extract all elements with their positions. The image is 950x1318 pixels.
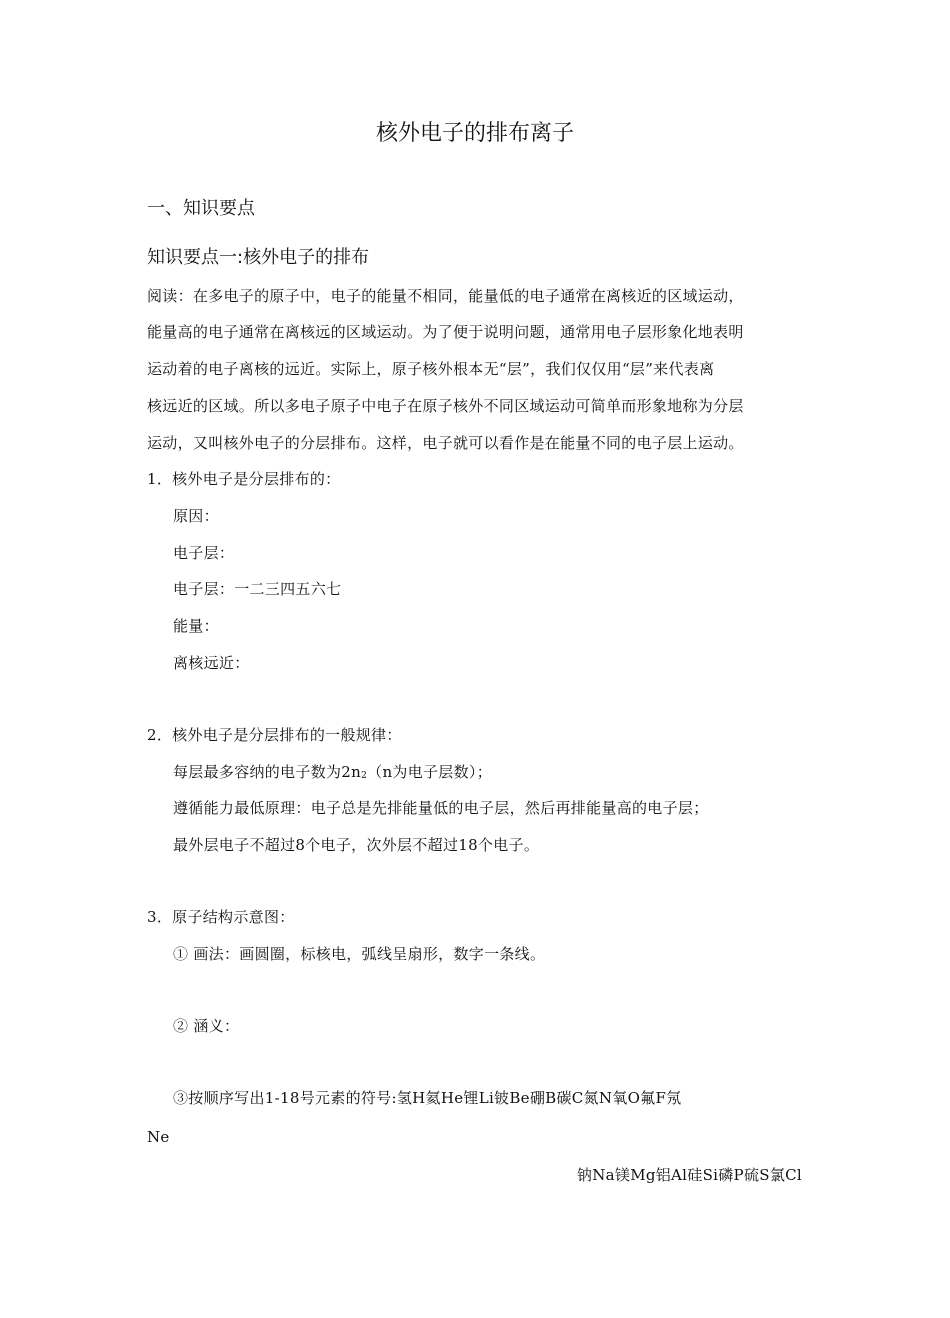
reading-line: 阅读：在多电子的原子中，电子的能量不相同，能量低的电子通常在离核近的区域运动，	[147, 287, 744, 305]
item1-line: 电子层：一二三四五六七	[173, 580, 342, 598]
item3-sub: ② 涵义：	[173, 1017, 240, 1035]
item1-heading: 1．核外电子是分层排布的：	[147, 470, 341, 488]
item1-line: 能量：	[173, 617, 219, 635]
subsection-heading: 知识要点一:核外电子的排布	[147, 247, 370, 268]
reading-line: 运动，又叫核外电子的分层排布。这样，电子就可以看作是在能量不同的电子层上运动。	[147, 434, 744, 452]
reading-line: 能量高的电子通常在离核远的区域运动。为了便于说明问题，通常用电子层形象化地表明	[147, 323, 744, 341]
item1-line: 离核远近：	[173, 654, 250, 672]
section-heading: 一、知识要点	[147, 198, 255, 219]
item3-sub-right: 钠Na镁Mg铝Al硅Si磷P硫S氯Cl	[576, 1166, 802, 1184]
page-title: 核外电子的排布离子	[375, 121, 574, 146]
item3-sub: ① 画法：画圆圈，标核电，弧线呈扇形，数字一条线。	[173, 945, 546, 963]
reading-line: 运动着的电子离核的远近。实际上，原子核外根本无“层”，我们仅仅用“层”来代表离	[147, 360, 715, 378]
item1-line: 原因：	[173, 507, 219, 525]
rule1-subscript: 2	[361, 771, 368, 781]
item2-heading: 2．核外电子是分层排布的一般规律：	[147, 726, 402, 744]
item2-rule	[173, 761, 492, 782]
item3-sub-continuation: Ne	[147, 1128, 170, 1146]
item2-rule: 最外层电子不超过8个电子，次外层不超过18个电子。	[173, 836, 540, 854]
item2-rule: 遵循能力最低原理：电子总是先排能量低的电子层，然后再排能量高的电子层；	[173, 799, 709, 817]
item1-line: 电子层：	[173, 544, 235, 562]
item3-heading: 3．原子结构示意图：	[147, 908, 295, 926]
reading-line: 核远近的区域。所以多电子原子中电子在原子核外不同区域运动可简单而形象地称为分层	[147, 397, 744, 415]
rule1-text-post: （n为电子层数）；	[367, 763, 493, 781]
item3-sub: ③按顺序写出1-18号元素的符号:氢H氦He锂Li铍Be硼B碳C氮N氧O氟F氖	[173, 1089, 682, 1107]
rule1-text: 每层最多容纳的电子数为2n	[173, 763, 362, 781]
